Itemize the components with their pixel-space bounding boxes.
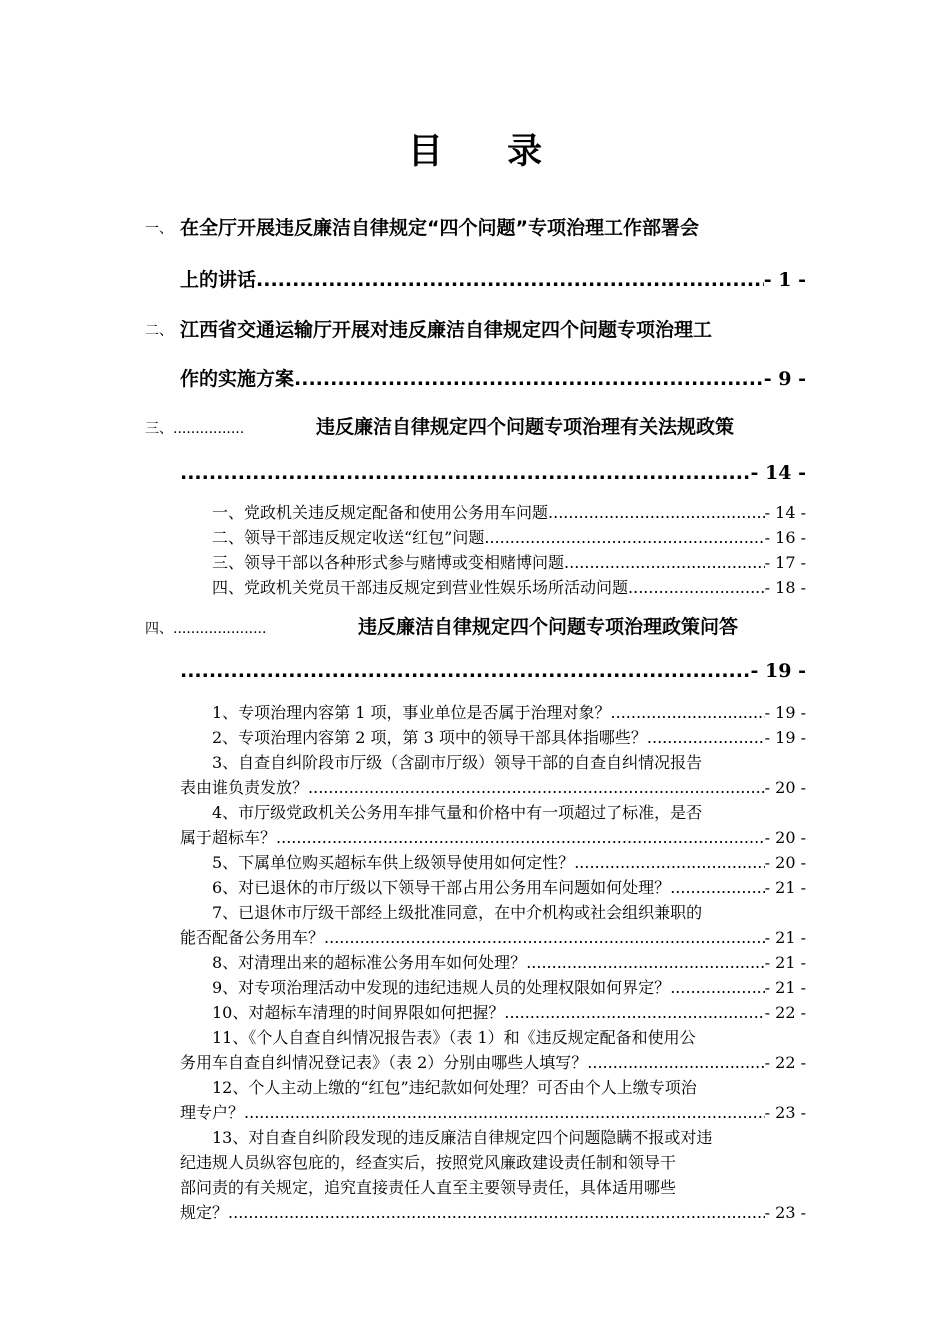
section-3-title-text: 违反廉洁自律规定四个问题专项治理有关法规政策 (316, 416, 735, 438)
question-12-line1[interactable]: 12、个人主动上缴的“红包”违纪款如何处理？可否由个人上缴专项治 (212, 1078, 697, 1097)
question-13[interactable] (180, 1200, 806, 1223)
dot-leader (574, 853, 764, 872)
question-6[interactable] (212, 875, 806, 898)
question-page: - 19 - (764, 728, 806, 747)
dot-leader (611, 703, 765, 722)
question-page: - 20 - (764, 853, 806, 872)
section-3-leader: ................ (173, 421, 245, 437)
question-page: - 22 - (764, 1053, 806, 1072)
sub-item-page: - 16 - (764, 528, 806, 547)
dot-leader (180, 660, 751, 682)
section-4-page: - 19 - (750, 660, 806, 682)
dot-leader (256, 269, 764, 291)
question-text: 务用车自查自纠情况登记表》（表 2）分别由哪些人填写？ (180, 1053, 588, 1072)
question-text: 能否配备公务用车？ (180, 928, 325, 947)
question-text: 10、对超标车清理的时间界限如何把握？ (212, 1003, 505, 1022)
dot-leader (526, 953, 764, 972)
question-page: - 19 - (764, 703, 806, 722)
question-8[interactable] (212, 950, 806, 973)
section-3-marker-row (145, 418, 244, 438)
question-page: - 22 - (764, 1003, 806, 1022)
question-7[interactable] (180, 925, 806, 948)
sub-item-4[interactable] (212, 575, 806, 598)
section-4-leader: ..................... (173, 621, 267, 637)
section-2-title-line1[interactable] (180, 315, 712, 342)
question-2[interactable] (212, 725, 806, 748)
section-2-title-text: 江西省交通运输厅开展对违反廉洁自律规定四个问题专项治理工 (180, 319, 713, 341)
question-text: 8、对清理出来的超标准公务用车如何处理？ (212, 953, 527, 972)
dot-leader (324, 928, 765, 947)
dot-leader (180, 462, 751, 484)
question-text: 6、对已退休的市厅级以下领导干部占用公务用车问题如何处理？ (212, 878, 671, 897)
question-3[interactable] (180, 775, 806, 798)
dot-leader (564, 553, 765, 572)
question-page: - 20 - (764, 828, 806, 847)
section-4-marker-row (145, 618, 266, 638)
section-1-page: - 1 - (763, 269, 806, 291)
section-2-title-text-cont: 作的实施方案 (180, 368, 295, 390)
question-13-line2[interactable]: 纪违规人员纵容包庇的，经查实后，按照党风廉政建设责任制和领导干 (180, 1153, 677, 1172)
question-text: 5、下属单位购买超标车供上级领导使用如何定性？ (212, 853, 575, 872)
sub-item-1[interactable] (212, 500, 806, 523)
dot-leader (484, 528, 764, 547)
dot-leader (276, 828, 765, 847)
question-1[interactable] (212, 700, 806, 723)
section-3-title[interactable] (316, 412, 734, 439)
question-12[interactable] (180, 1100, 806, 1123)
question-text: 规定？ (180, 1203, 229, 1222)
section-1-entry[interactable] (180, 265, 806, 292)
sub-item-text: 二、领导干部违反规定收送“红包”问题 (212, 528, 485, 547)
section-2-entry[interactable] (180, 364, 806, 391)
question-5[interactable] (212, 850, 806, 873)
dot-leader (244, 1103, 765, 1122)
section-1-title-text: 在全厅开展违反廉洁自律规定“四个问题”专项治理工作部署会 (180, 217, 699, 239)
section-4-page-row[interactable] (180, 660, 806, 682)
question-4-line1[interactable]: 4、市厅级党政机关公务用车排气量和价格中有一项超过了标准，是否 (212, 803, 703, 822)
question-10[interactable] (212, 1000, 806, 1023)
sub-item-page: - 17 - (764, 553, 806, 572)
question-3-line1[interactable]: 3、自查自纠阶段市厅级（含副市厅级）领导干部的自查自纠情况报告 (212, 753, 703, 772)
section-3-page-row[interactable] (180, 462, 806, 484)
question-13-line3[interactable]: 部问责的有关规定，追究直接责任人直至主要领导责任，具体适用哪些 (180, 1178, 677, 1197)
dot-leader (670, 978, 764, 997)
dot-leader (504, 1003, 764, 1022)
question-page: - 23 - (764, 1203, 806, 1222)
section-2-page: - 9 - (763, 368, 806, 390)
question-9[interactable] (212, 975, 806, 998)
sub-item-page: - 18 - (764, 578, 806, 597)
question-text: 理专户？ (180, 1103, 245, 1122)
section-2-marker: 二、 (145, 323, 173, 339)
sub-item-page: - 14 - (764, 503, 806, 522)
question-4[interactable] (180, 825, 806, 848)
dot-leader (294, 368, 764, 390)
sub-item-text: 三、领导干部以各种形式参与赌博或变相赌博问题 (212, 553, 565, 572)
sub-item-2[interactable] (212, 525, 806, 548)
section-3-page: - 14 - (750, 462, 806, 484)
section-1-title-text-cont: 上的讲话 (180, 269, 257, 291)
section-4-marker: 四、 (145, 621, 173, 637)
dot-leader (647, 728, 765, 747)
question-11-line1[interactable]: 11、《个人自查自纠情况报告表》（表 1）和《违反规定配备和使用公 (212, 1028, 696, 1047)
question-11[interactable] (180, 1050, 806, 1073)
question-text: 1、专项治理内容第 1 项，事业单位是否属于治理对象？ (212, 703, 611, 722)
question-page: - 21 - (764, 953, 806, 972)
sub-item-text: 一、党政机关违反规定配备和使用公务用车问题 (212, 503, 549, 522)
question-page: - 23 - (764, 1103, 806, 1122)
dot-leader (587, 1053, 764, 1072)
section-4-title-text: 违反廉洁自律规定四个问题专项治理政策问答 (358, 616, 739, 638)
question-13-line1[interactable]: 13、对自查自纠阶段发现的违反廉洁自律规定四个问题隐瞒不报或对违 (212, 1128, 713, 1147)
question-text: 9、对专项治理活动中发现的违纪违规人员的处理权限如何界定？ (212, 978, 671, 997)
section-1-marker: 一、 (145, 221, 173, 237)
dot-leader (228, 1203, 765, 1222)
page-title: 目 录 (407, 132, 569, 172)
question-text: 表由谁负责发放？ (180, 778, 309, 797)
question-text: 属于超标车？ (180, 828, 277, 847)
dot-leader (670, 878, 764, 897)
question-text: 2、专项治理内容第 2 项，第 3 项中的领导干部具体指哪些？ (212, 728, 647, 747)
section-1-title-line1[interactable] (180, 213, 699, 240)
sub-item-text: 四、党政机关党员干部违反规定到营业性娱乐场所活动问题 (212, 578, 629, 597)
section-3-marker: 三、 (145, 421, 173, 437)
question-7-line1[interactable]: 7、已退休市厅级干部经上级批准同意，在中介机构或社会组织兼职的 (212, 903, 703, 922)
question-page: - 21 - (764, 878, 806, 897)
dot-leader (548, 503, 765, 522)
dot-leader (308, 778, 765, 797)
question-page: - 21 - (764, 978, 806, 997)
sub-item-3[interactable] (212, 550, 806, 573)
dot-leader (628, 578, 765, 597)
section-4-title[interactable] (358, 612, 738, 639)
question-page: - 21 - (764, 928, 806, 947)
question-page: - 20 - (764, 778, 806, 797)
